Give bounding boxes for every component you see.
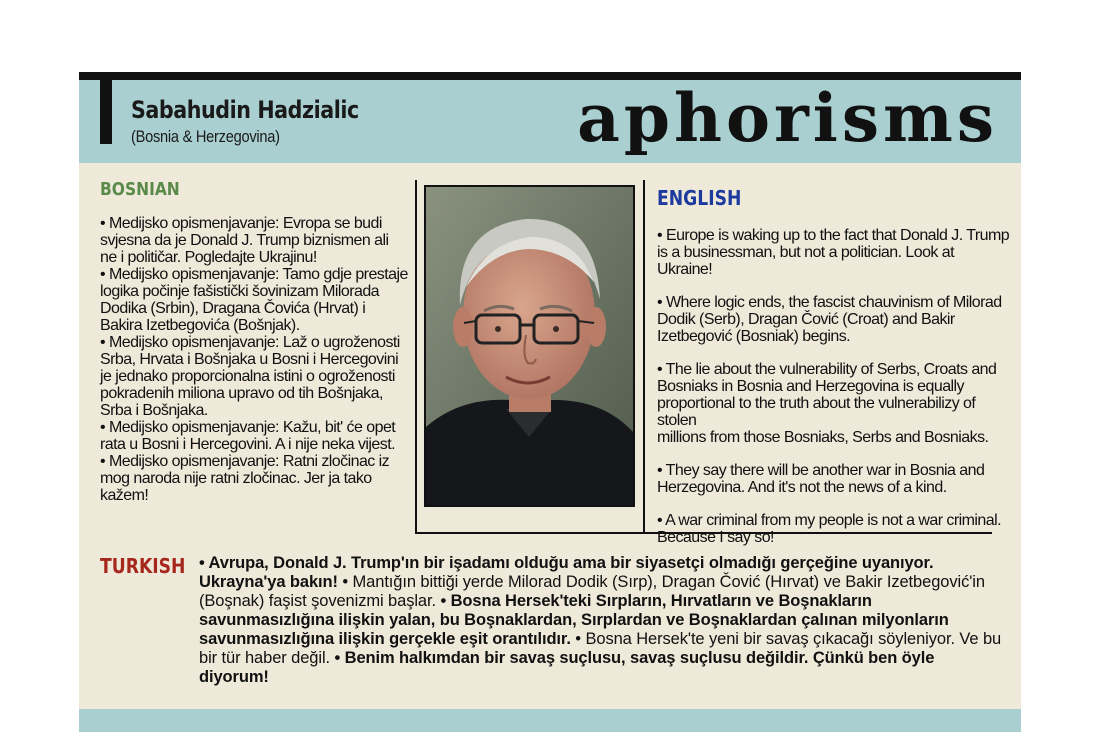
turkish-aphorisms [199, 554, 1004, 687]
bosnian-line: • Medijsko opismenjavanje: Ratni zločinac iz [100, 453, 390, 470]
bosnian-line: je jednako proporcionalna istini o ogroženosti [100, 368, 395, 385]
english-aphorism [657, 462, 1012, 496]
english-line: Bosniaks in Bosnia and Herzegovina is equally [657, 378, 965, 395]
turkish-aphorism: • Benim halkımdan bir savaş suçlusu, savaş suçlusu değildir. Çünkü ben öyle diyorum! [199, 649, 935, 686]
english-aphorism [657, 227, 1012, 278]
english-line: Izetbegović (Bosniak) begins. [657, 328, 851, 345]
english-line: proportional to the truth about the vulnerabilizy of stolen [657, 395, 976, 429]
bosnian-aphorisms [100, 215, 420, 504]
footer-band [79, 709, 1021, 732]
english-line: is a businessman, but not a politician. Look at Ukraine! [657, 244, 955, 278]
header-accent-bar [100, 78, 112, 144]
english-line: Dodik (Serb), Dragan Čović (Croat) and Bakir [657, 311, 955, 328]
bosnian-line: kažem! [100, 487, 149, 504]
bosnian-line: • Medijsko opismenjavanje: Kažu, bit' će opet [100, 419, 396, 436]
bosnian-line: Srba i Bošnjaka. [100, 402, 208, 419]
author-photo [424, 185, 635, 507]
english-line: • Where logic ends, the fascist chauvinism of Milorad [657, 294, 1002, 311]
english-line: • Europe is waking up to the fact that Donald J. Trump [657, 227, 1010, 244]
bosnian-line: Srba, Hrvata i Bošnjaka u Bosni i Hercegovini [100, 351, 399, 368]
english-label: ENGLISH [657, 186, 742, 210]
bosnian-line: • Medijsko opismenjavanje: Tamo gdje prestaje [100, 266, 408, 283]
column-divider-left [415, 180, 417, 532]
english-line: • A war criminal from my people is not a war criminal. [657, 512, 1002, 529]
bosnian-line: pokradenih miliona upravo od tih Bošnjaka, [100, 385, 383, 402]
bosnian-line: logika počinje fašistički šovinizam Milorada [100, 283, 380, 300]
bosnian-line: Dodika (Srbin), Dragana Čovića (Hrvat) i [100, 300, 366, 317]
author-country: (Bosnia & Herzegovina) [131, 127, 280, 146]
bosnian-line: svjesna da je Donald J. Trump biznismen ali [100, 232, 389, 249]
english-aphorism [657, 361, 1012, 446]
english-line: Herzegovina. And it's not the news of a kind. [657, 479, 947, 496]
english-line: • The lie about the vulnerability of Serbs, Croats and [657, 361, 997, 378]
bosnian-line: rata u Bosni i Hercegovini. A i nije neka vijest. [100, 436, 395, 453]
author-photo-icon [426, 187, 633, 505]
english-aphorisms [657, 227, 1012, 562]
bosnian-line: mog naroda nije ratni zločinac. Jer ja tako [100, 470, 372, 487]
column-divider-right [643, 180, 645, 532]
bosnian-line: • Medijsko opismenjavanje: Laž o ugroženosti [100, 334, 400, 351]
turkish-aphorism: • Bosna Hersek'teki Sırpların, Hırvatların ve Boşnakların savunmasızlığına ilişkin yalan, bu Boşnaklardan, Sırplardan ve Boşnaklardan çalınan milyonların savunmasızlığına ilişkin gerçekle eşit orantılıdır. [199, 592, 949, 648]
turkish-label: TURKISH [100, 554, 186, 578]
english-line: millions from those Bosniaks, Serbs and Bosniaks. [657, 429, 989, 446]
author-name: Sabahudin Hadzialic [131, 96, 359, 124]
english-aphorism [657, 294, 1012, 345]
page-title: aphorisms [577, 79, 998, 157]
turkish-aphorism: • Avrupa, Donald J. Trump'ın bir işadamı olduğu ama bir siyasetçi olmadığı gerçeğine uyanıyor. Ukrayna'ya bakın! [199, 554, 934, 591]
bosnian-label: BOSNIAN [100, 179, 180, 200]
english-line: • They say there will be another war in Bosnia and [657, 462, 985, 479]
english-aphorism [657, 512, 1012, 546]
turkish-aphorism: • Bosna Hersek'te yeni bir savaş çıkacağı söyleniyor. Ve bu bir tür haber değil. [199, 630, 1002, 667]
english-line: Because I say so! [657, 529, 774, 546]
turkish-aphorism: • Mantığın bittiği yerde Milorad Dodik (Sırp), Dragan Čović (Hırvat) ve Bakir Izetbegović'in (Boşnak) faşist şovenizmi başlar. [199, 573, 985, 610]
bosnian-line: ne i političar. Pogledajte Ukrajinu! [100, 249, 317, 266]
bosnian-line: Bakira Izetbegovića (Bošnjak). [100, 317, 300, 334]
bosnian-line: • Medijsko opismenjavanje: Evropa se budi [100, 215, 382, 232]
